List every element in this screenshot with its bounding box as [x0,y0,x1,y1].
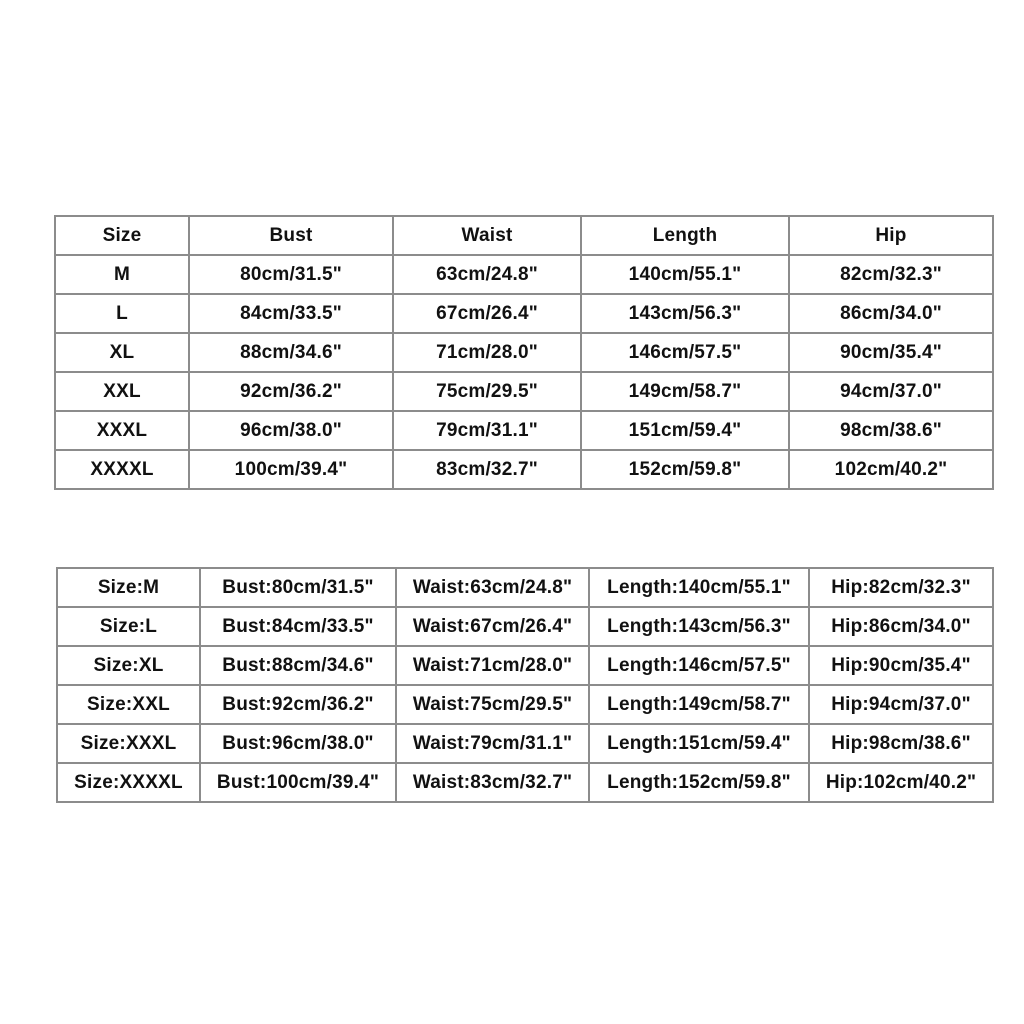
table-cell: Size:M [57,568,200,607]
table-cell: 90cm/35.4" [789,333,993,372]
table-cell: Hip:94cm/37.0" [809,685,993,724]
table-cell: 80cm/31.5" [189,255,393,294]
table-cell: Bust:100cm/39.4" [200,763,396,802]
table-cell: 98cm/38.6" [789,411,993,450]
table-cell: Size:XXL [57,685,200,724]
table-cell: Length:140cm/55.1" [589,568,809,607]
table-row [55,450,993,489]
table-cell: M [55,255,189,294]
table-cell: 92cm/36.2" [189,372,393,411]
table-cell: Length:152cm/59.8" [589,763,809,802]
table-cell: 79cm/31.1" [393,411,581,450]
table-cell: Size:XL [57,646,200,685]
column-header-waist: Waist [393,216,581,255]
table-cell: XXXL [55,411,189,450]
table-cell: Waist:71cm/28.0" [396,646,589,685]
table-row [55,255,993,294]
table-cell: Bust:84cm/33.5" [200,607,396,646]
table-cell: Waist:75cm/29.5" [396,685,589,724]
size-chart-table-with-headers [54,215,994,490]
table-cell: Length:151cm/59.4" [589,724,809,763]
table-cell: 71cm/28.0" [393,333,581,372]
table-cell: 67cm/26.4" [393,294,581,333]
table-cell: 143cm/56.3" [581,294,789,333]
table-cell: 88cm/34.6" [189,333,393,372]
table-cell: Length:146cm/57.5" [589,646,809,685]
table-row [55,294,993,333]
table-cell: Waist:63cm/24.8" [396,568,589,607]
column-header-bust: Bust [189,216,393,255]
column-header-hip: Hip [789,216,993,255]
table-cell: 151cm/59.4" [581,411,789,450]
table-cell: 149cm/58.7" [581,372,789,411]
table-cell: 94cm/37.0" [789,372,993,411]
table-cell: L [55,294,189,333]
table-cell: Length:149cm/58.7" [589,685,809,724]
table-cell: Hip:82cm/32.3" [809,568,993,607]
table-row [57,568,993,607]
table-cell: Hip:86cm/34.0" [809,607,993,646]
header-row [55,216,993,255]
table-cell: Waist:83cm/32.7" [396,763,589,802]
table-cell: 152cm/59.8" [581,450,789,489]
table-cell: 83cm/32.7" [393,450,581,489]
table-cell: 63cm/24.8" [393,255,581,294]
table-row [55,411,993,450]
table-cell: XL [55,333,189,372]
table-cell: Hip:102cm/40.2" [809,763,993,802]
table-cell: Bust:92cm/36.2" [200,685,396,724]
table-cell: Bust:96cm/38.0" [200,724,396,763]
table-cell: 75cm/29.5" [393,372,581,411]
table-cell: 84cm/33.5" [189,294,393,333]
column-header-size: Size [55,216,189,255]
table-cell: 82cm/32.3" [789,255,993,294]
size-chart-table-labeled-cells [56,567,994,803]
table-cell: Length:143cm/56.3" [589,607,809,646]
column-header-length: Length [581,216,789,255]
table-cell: Hip:98cm/38.6" [809,724,993,763]
table-row [57,763,993,802]
table-cell: Hip:90cm/35.4" [809,646,993,685]
table-cell: Size:L [57,607,200,646]
table-cell: XXXXL [55,450,189,489]
table-cell: Bust:80cm/31.5" [200,568,396,607]
table-cell: Size:XXXXL [57,763,200,802]
table-cell: Waist:79cm/31.1" [396,724,589,763]
table-cell: Bust:88cm/34.6" [200,646,396,685]
table-row [57,646,993,685]
table-cell: XXL [55,372,189,411]
table-cell: 146cm/57.5" [581,333,789,372]
table-row [55,372,993,411]
table-cell: 140cm/55.1" [581,255,789,294]
table-row [57,685,993,724]
table-cell: 100cm/39.4" [189,450,393,489]
table-row [55,333,993,372]
table-row [57,607,993,646]
table-row [57,724,993,763]
table-cell: Size:XXXL [57,724,200,763]
table-cell: 96cm/38.0" [189,411,393,450]
table-cell: 102cm/40.2" [789,450,993,489]
table-cell: Waist:67cm/26.4" [396,607,589,646]
table-cell: 86cm/34.0" [789,294,993,333]
